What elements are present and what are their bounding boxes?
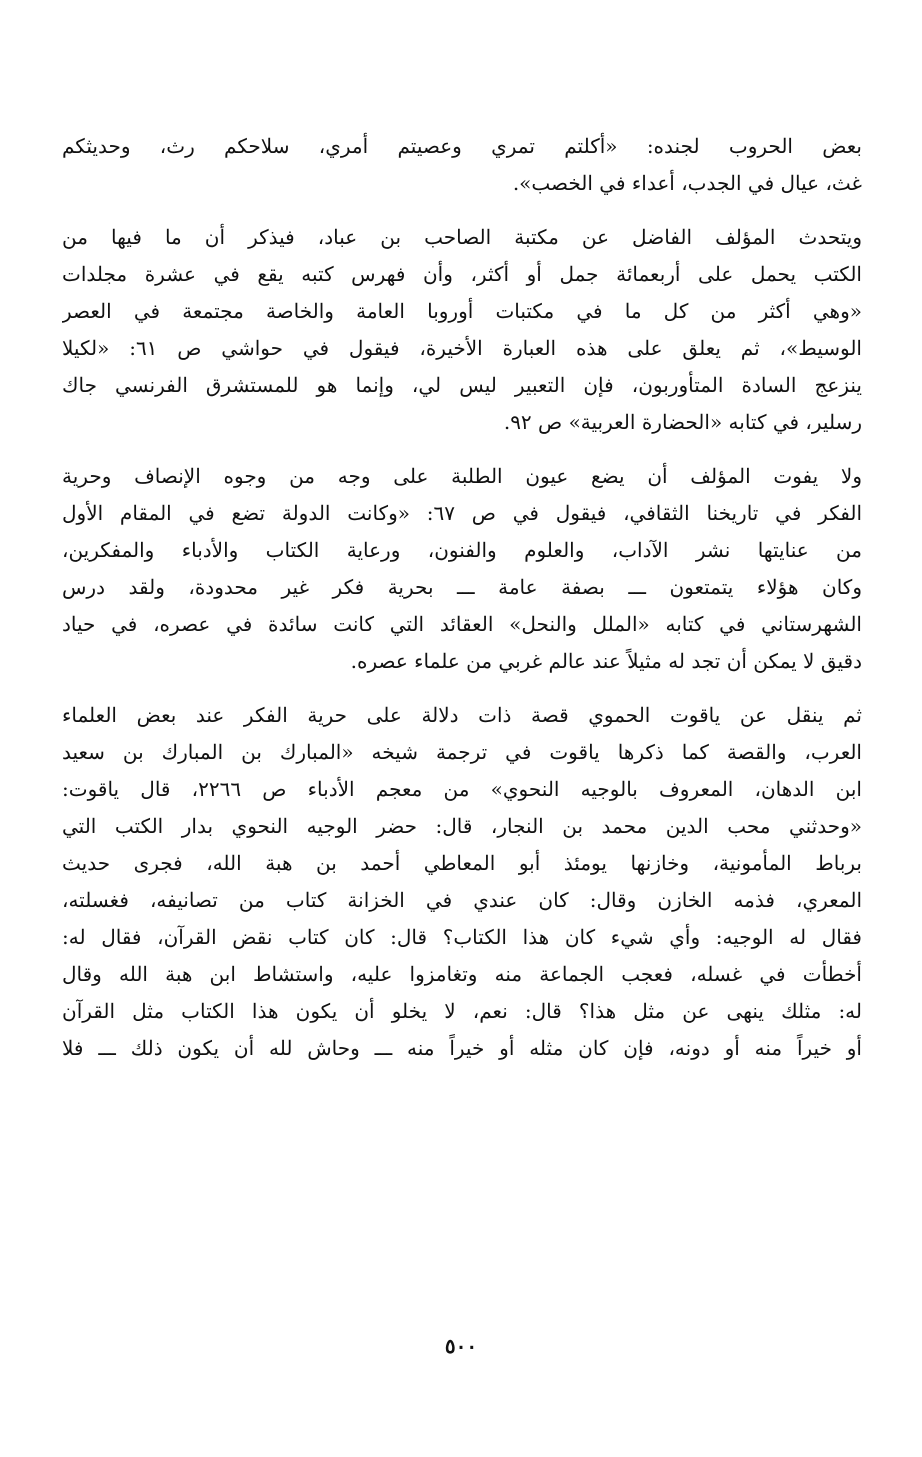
text-line: الشهرستاني في كتابه «الملل والنحل» العقائد التي كانت سائدة في عصره، في حياد [62,612,862,636]
text-line: المعري، فذمه الخازن وقال: كان عندي في الخزانة كتاب من تصانيفه، فغسلته، [62,888,862,912]
page-number: ٥٠٠ [444,1334,478,1358]
text-line: برباط المأمونية، وخازنها يومئذ أبو المعاطي أحمد بن هبة الله، فجرى حديث [62,851,862,875]
text-line: الوسيط»، ثم يعلق على هذه العبارة الأخيرة، فيقول في حواشي ص ٦١: «لكيلا [62,336,862,360]
text-line: ثم ينقل عن ياقوت الحموي قصة ذات دلالة على حرية الفكر عند بعض العلماء [62,703,862,727]
text-line: العرب، والقصة كما ذكرها ياقوت في ترجمة شيخه «المبارك بن المبارك بن سعيد [62,740,862,764]
text-line: أخطأت في غسله، فعجب الجماعة منه وتغامزوا عليه، واستشاط ابن هبة الله وقال [62,962,862,986]
text-line: ويتحدث المؤلف الفاضل عن مكتبة الصاحب بن عباد، فيذكر أن ما فيها من [62,225,862,249]
text-line: أو خيراً منه أو دونه، فإن كان مثله أو خيراً منه ـــ وحاش لله أن يكون ذلك ـــ فلا [62,1036,862,1060]
text-line: وكان هؤلاء يتمتعون ـــ بصفة عامة ـــ بحرية فكر غير محدودة، ولقد درس [62,575,862,599]
text-line: ولا يفوت المؤلف أن يضع عيون الطلبة على وجه من وجوه الإنصاف وحرية [62,464,862,488]
text-line: غث، عيال في الجدب، أعداء في الخصب». [512,171,862,195]
paragraph [62,458,862,680]
text-line: ابن الدهان، المعروف بالوجيه النحوي» من معجم الأدباء ص ٢٢٦٦، قال ياقوت: [62,777,862,801]
text-line: الكتب يحمل على أربعمائة جمل أو أكثر، وأن فهرس كتبه يقع في عشرة مجلدات [62,262,862,286]
text-line: «وهي أكثر من كل ما في مكتبات أوروبا العامة والخاصة مجتمعة في العصر [62,299,862,323]
paragraph [62,697,862,1067]
body-text [62,128,862,1084]
text-line: من عنايتها نشر الآداب، والعلوم والفنون، ورعاية الكتاب والأدباء والمفكرين، [62,538,862,562]
text-line: ينزعج السادة المتأوربون، فإن التعبير ليس لي، وإنما هو للمستشرق الفرنسي جاك [62,373,862,397]
text-line: الفكر في تاريخنا الثقافي، فيقول في ص ٦٧: «وكانت الدولة تضع في المقام الأول [62,501,862,525]
paragraph [62,219,862,441]
text-line: له: مثلك ينهى عن مثل هذا؟ قال: نعم، لا يخلو أن يكون هذا الكتاب مثل القرآن [62,999,862,1023]
text-line: «وحدثني محب الدين محمد بن النجار، قال: حضر الوجيه النحوي بدار الكتب التي [62,814,862,838]
text-line: بعض الحروب لجنده: «أكلتم تمري وعصيتم أمري، سلاحكم رث، وحديثكم [62,134,862,158]
text-line: دقيق لا يمكن أن تجد له مثيلاً عند عالم غربي من علماء عصره. [350,649,862,673]
paragraph [62,128,862,202]
text-line: فقال له الوجيه: وأي شيء كان هذا الكتاب؟ قال: كان كتاب نقض القرآن، فقال له: [62,925,862,949]
text-line: رسلير، في كتابه «الحضارة العربية» ص ٩٢. [503,410,862,434]
